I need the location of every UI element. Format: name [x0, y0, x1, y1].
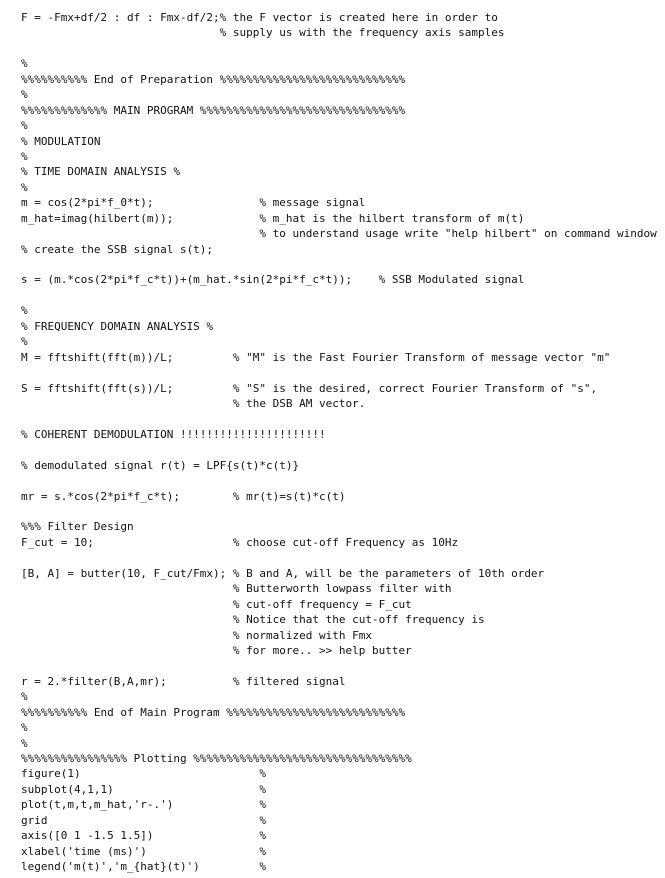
code-line: % MODULATION	[21, 134, 101, 148]
code-line	[21, 442, 657, 457]
code-line	[21, 550, 657, 565]
code-line: mr = s.*cos(2*pi*f_c*t); % mr(t)=s(t)*c(t)	[21, 489, 346, 503]
code-line: figure(1) %	[21, 767, 267, 781]
code-line: m_hat=imag(hilbert(m)); % m_hat is the hilbert transform of m(t)	[21, 211, 525, 225]
code-line: F_cut = 10; % choose cut-off Frequency as 10Hz	[21, 535, 459, 549]
code-line: % supply us with the frequency axis samples	[21, 26, 505, 40]
code-line: % cut-off frequency = F_cut	[21, 597, 412, 611]
code-line: %	[21, 180, 28, 194]
code-line: %	[21, 57, 28, 71]
code-line: %	[21, 690, 28, 704]
code-line: %%%%%%%%%% End of Main Program %%%%%%%%%%%%%%%%%%%%%%%%%%%	[21, 705, 406, 719]
code-line: xlabel('time (ms)') %	[21, 844, 267, 858]
code-line: [B, A] = butter(10, F_cut/Fmx); % B and A, will be the parameters of 10th order	[21, 566, 545, 580]
code-line: % to understand usage write "help hilbert" on command window	[21, 227, 657, 241]
code-line: % the DSB AM vector.	[21, 396, 366, 410]
code-line: subplot(4,1,1) %	[21, 782, 267, 796]
code-line: %	[21, 119, 28, 133]
code-line: %%%%%%%%%%%%%%%% Plotting %%%%%%%%%%%%%%%%%%%%%%%%%%%%%%%%%	[21, 752, 412, 765]
code-line: % Notice that the cut-off frequency is	[21, 613, 485, 627]
code-line: %	[21, 149, 28, 163]
code-line	[21, 504, 657, 519]
code-line: % normalized with Fmx	[21, 628, 372, 642]
code-line: % Butterworth lowpass filter with	[21, 582, 452, 596]
code-line: S = fftshift(fft(s))/L; % "S" is the desired, correct Fourier Transform of "s",	[21, 381, 598, 395]
code-line: % demodulated signal r(t) = LPF{s(t)*c(t)}	[21, 458, 300, 472]
code-line: grid %	[21, 813, 267, 827]
code-line: %	[21, 304, 28, 318]
code-line	[21, 411, 657, 426]
code-line: m = cos(2*pi*f_0*t); % message signal	[21, 196, 366, 210]
code-line	[21, 473, 657, 488]
code-line	[21, 288, 657, 303]
code-line: plot(t,m,t,m_hat,'r-.') %	[21, 798, 267, 812]
matlab-code-listing	[21, 10, 657, 875]
code-line: M = fftshift(fft(m))/L; % "M" is the Fast Fourier Transform of message vector "m"	[21, 350, 611, 364]
code-line	[21, 41, 657, 56]
code-line: s = (m.*cos(2*pi*f_c*t))+(m_hat.*sin(2*pi*f_c*t)); % SSB Modulated signal	[21, 273, 525, 287]
code-line	[21, 658, 657, 673]
code-line: % FREQUENCY DOMAIN ANALYSIS %	[21, 319, 214, 333]
code-line: %	[21, 721, 28, 735]
code-line: F = -Fmx+df/2 : df : Fmx-df/2;% the F vector is created here in order to	[21, 11, 498, 24]
code-line: r = 2.*filter(B,A,mr); % filtered signal	[21, 674, 346, 688]
code-line: %	[21, 335, 28, 349]
code-line: % create the SSB signal s(t);	[21, 242, 214, 256]
code-line: %%% Filter Design	[21, 520, 134, 534]
code-line: %%%%%%%%%% End of Preparation %%%%%%%%%%%%%%%%%%%%%%%%%%%%	[21, 72, 406, 86]
code-line: axis([0 1 -1.5 1.5]) %	[21, 829, 267, 843]
code-line: %	[21, 736, 28, 750]
code-line: legend('m(t)','m_{hat}(t)') %	[21, 860, 267, 874]
code-line: % for more.. >> help butter	[21, 643, 412, 657]
code-line	[21, 257, 657, 272]
code-line	[21, 365, 657, 380]
code-line: % TIME DOMAIN ANALYSIS %	[21, 165, 180, 179]
code-line: % COHERENT DEMODULATION !!!!!!!!!!!!!!!!!!!!!!	[21, 427, 326, 441]
code-line: %%%%%%%%%%%%% MAIN PROGRAM %%%%%%%%%%%%%%%%%%%%%%%%%%%%%%%	[21, 103, 406, 117]
code-line: %	[21, 88, 28, 102]
